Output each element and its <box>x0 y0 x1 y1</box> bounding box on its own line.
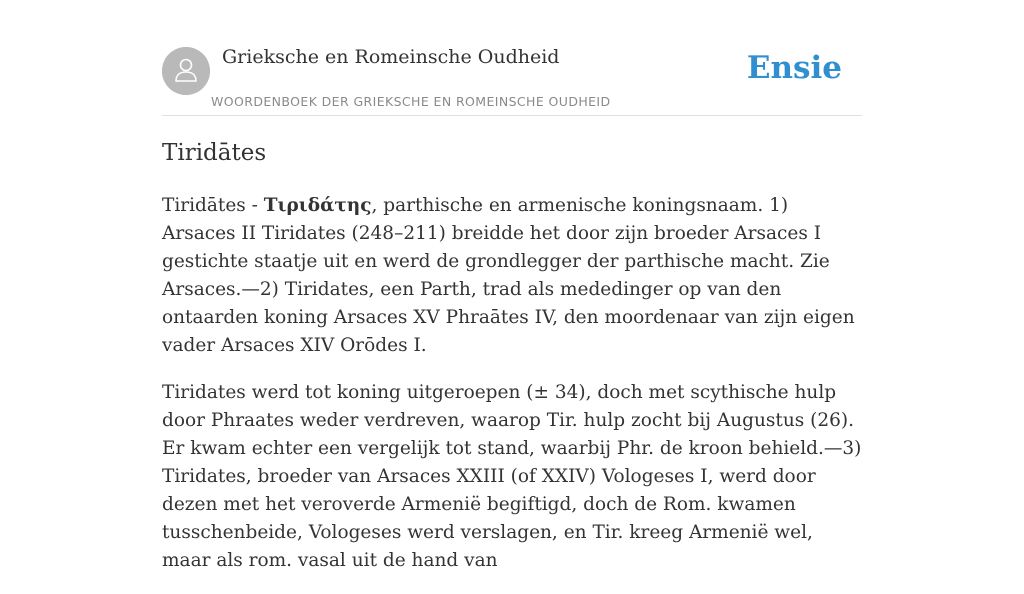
site-header <box>162 0 862 116</box>
greek-term: Τιριδάτης <box>263 195 372 216</box>
entry-term: Tiridātes <box>162 195 246 216</box>
entry-body <box>162 192 862 594</box>
ensie-logo[interactable]: Ensie <box>746 50 842 86</box>
term-separator: - <box>245 195 264 216</box>
paragraph-1-text: , parthische en armenische koningsnaam. 1) Arsaces II Tiridates (248–211) breidde het door zijn broeder Arsaces I gestichte staatje uit en werd de grondlegger der parthische macht. Zie Arsaces.—2) Tiridates, een Parth, trad als mededinger op van den ontaarden koning Arsaces XV Phraātes IV, den moordenaar van zijn eigen vader Arsaces XIV Orōdes I. <box>162 195 855 356</box>
book-title[interactable]: Grieksche en Romeinsche Oudheid <box>222 46 560 68</box>
entry-title: Tiridātes <box>162 140 267 166</box>
entry-paragraph-2: Tiridates werd tot koning uitgeroepen (± 34), doch met scythische hulp door Phraates weder verdreven, waarop Tir. hulp zocht bij Augustus (26). Er kwam echter een vergelijk tot stand, waarbij Phr. de kroon behield.—3) Tiridates, broeder van Arsaces XXIII (of XXIV) Vologeses I, werd door dezen met het veroverde Armenië begiftigd, doch de Rom. kwamen tusschenbeide, Vologeses werd verslagen, en Tir. kreeg Armenië wel, maar als rom. vasal uit de hand van <box>162 382 862 571</box>
user-icon[interactable] <box>162 47 210 95</box>
book-subtitle: WOORDENBOEK DER GRIEKSCHE EN ROMEINSCHE OUDHEID <box>211 94 611 109</box>
page-container <box>162 0 862 571</box>
entry-paragraph-1 <box>162 192 862 360</box>
